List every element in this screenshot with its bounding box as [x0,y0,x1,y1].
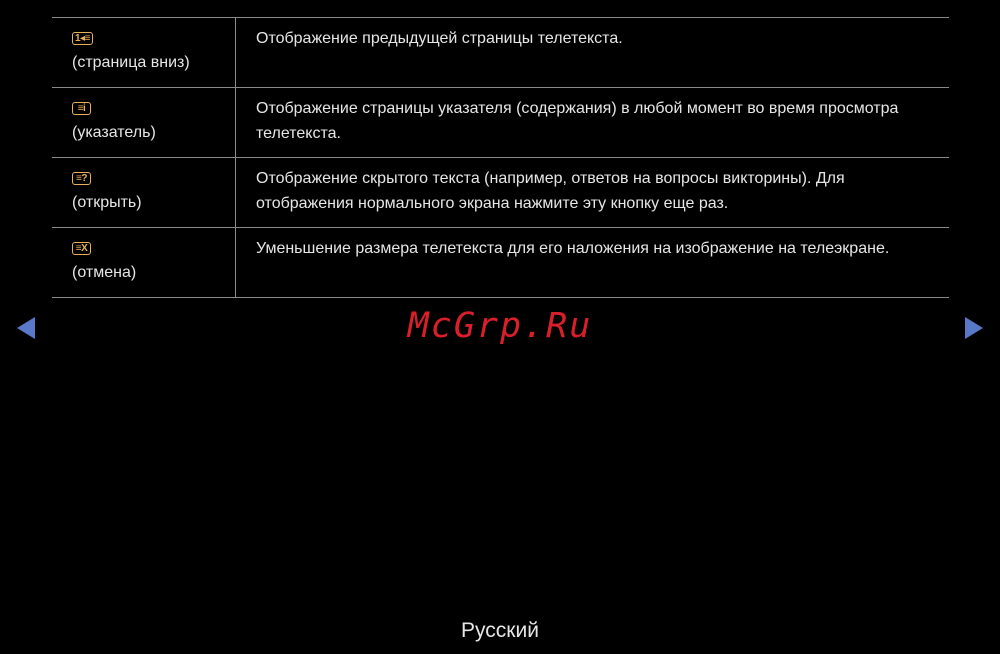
key-description: Уменьшение размера телетекста для его наложения на изображение на телеэкране. [256,240,890,257]
index-icon: ≡i [72,102,91,115]
table-row [52,18,949,88]
key-label: (открыть) [72,194,142,211]
key-description: Отображение скрытого текста (например, ответов на вопросы викторины). Для отображения нормального экрана нажмите эту кнопку еще раз. [256,170,845,212]
key-label: (указатель) [72,124,156,141]
key-description: Отображение предыдущей страницы телетекста. [256,30,623,47]
table-row [52,158,949,228]
teletext-keys-table [52,17,949,298]
table-row [52,88,949,158]
table-row [52,228,949,298]
reveal-icon: ≡? [72,172,91,185]
language-label: Русский [461,619,539,642]
key-cell [52,158,236,227]
key-cell [52,18,236,87]
key-label: (отмена) [72,264,137,281]
key-cell [52,228,236,297]
watermark: McGrp.Ru [407,306,593,346]
page-down-icon: 1◂≡ [72,32,93,45]
cancel-icon: ≡X [72,242,91,255]
key-description: Отображение страницы указателя (содержания) в любой момент во время просмотра телетекста. [256,100,899,142]
key-cell [52,88,236,157]
key-label: (страница вниз) [72,54,190,71]
